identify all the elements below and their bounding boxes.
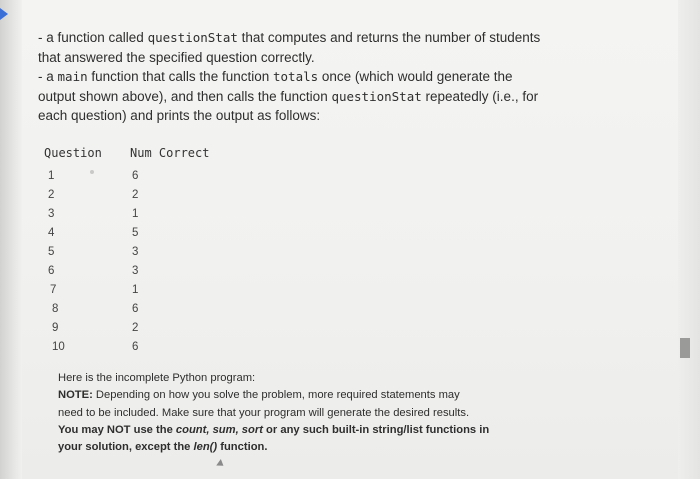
note-line-3: need to be included. Make sure that your program will generate the desired results.	[58, 406, 470, 419]
header-question: Question	[44, 146, 102, 160]
note-line-1: Here is the incomplete Python program:	[58, 372, 256, 384]
header-num-correct: Num Correct	[130, 146, 210, 160]
code-totals: totals	[273, 69, 319, 84]
requirement-line-1: - a function called questionStat that computes and returns the number of students	[38, 30, 541, 45]
marker-icon	[0, 8, 8, 20]
requirement-line-2: that answered the specified question correctly.	[38, 49, 315, 65]
table-row-question: 9	[52, 322, 59, 334]
table-row-count: 1	[132, 208, 139, 220]
right-page-edge	[678, 0, 700, 479]
table-row-question: 8	[52, 303, 59, 315]
table-row-question: 4	[48, 227, 55, 239]
table-row-question: 6	[48, 265, 55, 277]
program-note	[58, 370, 538, 456]
table-row-count: 5	[132, 227, 139, 239]
note-line-4: You may NOT use the count, sum, sort or any such built-in string/list functions in	[58, 423, 490, 436]
table-row-question: 7	[50, 284, 57, 296]
left-page-edge	[0, 0, 22, 479]
code-questionStat-2: questionStat	[331, 88, 422, 104]
code-main: main	[57, 69, 88, 84]
requirement-line-5: each question) and prints the output as follows:	[38, 108, 321, 123]
scroll-marker	[680, 338, 690, 358]
table-row-count: 6	[132, 170, 139, 182]
code-questionStat: questionStat	[147, 30, 238, 45]
note-line-2: NOTE: Depending on how you solve the problem, more required statements may	[58, 389, 460, 402]
table-row-count: 3	[132, 265, 139, 277]
speck	[90, 170, 94, 174]
requirements-text	[38, 28, 578, 126]
table-row-count: 6	[132, 303, 139, 315]
table-row-count: 2	[132, 189, 139, 201]
requirement-line-3: - a main function that calls the function totals once (which would generate the	[38, 69, 513, 84]
table-row-question: 5	[48, 246, 55, 258]
table-row-question: 1	[48, 170, 55, 182]
table-row-count: 2	[132, 322, 139, 334]
table-row-count: 3	[132, 246, 139, 258]
table-row-question: 2	[48, 189, 55, 201]
note-line-5: your solution, except the len() function.	[58, 441, 268, 454]
requirement-line-4: output shown above), and then calls the function questionStat repeatedly (i.e., for	[38, 88, 539, 104]
table-row-count: 1	[132, 284, 139, 296]
table-row-question: 10	[52, 341, 65, 353]
table-row-count: 6	[132, 341, 139, 353]
table-row-question: 3	[48, 208, 55, 220]
mouse-cursor-icon	[216, 459, 226, 469]
